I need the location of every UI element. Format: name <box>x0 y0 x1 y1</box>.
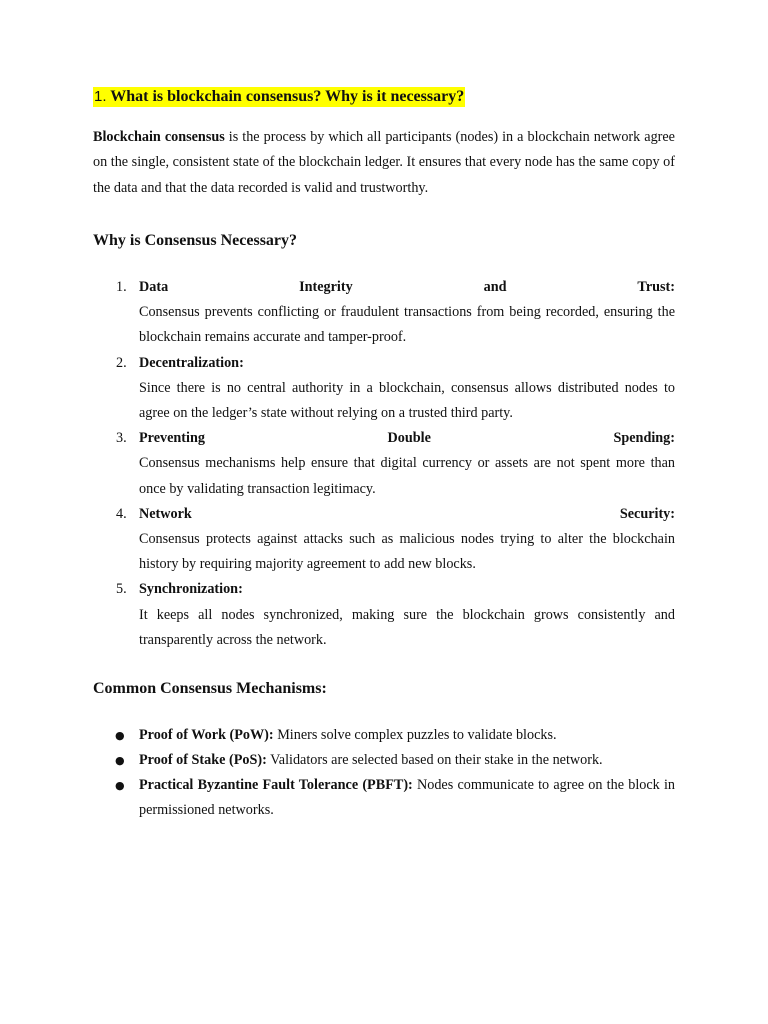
title-word: Data <box>139 278 169 295</box>
title-word: Spending: <box>613 430 675 447</box>
mechanism-text: Nodes communicate to agree on the block in permissioned networks. <box>139 776 676 818</box>
bullet-icon: ● <box>115 778 125 792</box>
title-word: Security: <box>619 505 675 522</box>
reasons-list <box>93 275 675 653</box>
list-marker: 3. <box>116 430 127 447</box>
list-marker: 1. <box>116 278 127 295</box>
list-marker: 2. <box>116 354 127 371</box>
list-item-title <box>139 502 675 527</box>
heading-number: 1. <box>94 88 107 105</box>
title-word: Double <box>387 430 431 447</box>
mechanisms-section-title: Common Consensus Mechanisms: <box>93 679 327 697</box>
list-marker: 4. <box>116 505 127 522</box>
mechanism-text: Miners solve complex puzzles to validate blocks. <box>273 726 557 743</box>
title-word: Integrity <box>299 278 353 295</box>
list-item <box>93 773 675 823</box>
why-section-title: Why is Consensus Necessary? <box>93 231 298 249</box>
list-item-title <box>139 275 675 300</box>
list-item <box>93 577 675 653</box>
mechanism-text: Validators are selected based on their stake in the network. <box>266 751 603 768</box>
title-word: and <box>483 278 507 295</box>
list-item-title: Decentralization: <box>139 354 244 371</box>
list-item-description: Since there is no central authority in a blockchain, consensus allows distributed nodes to agree on the ledger’s state without relying on a trusted third party. <box>139 379 675 421</box>
mechanism-term: Practical Byzantine Fault Tolerance (PBFT): <box>139 776 413 793</box>
intro-paragraph <box>93 125 675 201</box>
intro-term: Blockchain consensus <box>93 129 225 145</box>
list-item-description: It keeps all nodes synchronized, making sure the blockchain grows consistently and transparently across the network. <box>139 606 675 648</box>
document-page <box>93 86 675 823</box>
bullet-icon: ● <box>115 753 125 767</box>
list-item-description: Consensus mechanisms help ensure that digital currency or assets are not spent more than once by validating transaction legitimacy. <box>139 455 675 497</box>
list-item-title: Synchronization: <box>139 581 243 598</box>
intro-text: is the process by which all participants (nodes) in a blockchain network agree on the single, consistent state of the blockchain ledger. It ensures that every node has the same copy of the data and that the data recorded is valid and trustworthy. <box>93 129 675 196</box>
list-item-description: Consensus protects against attacks such as malicious nodes trying to alter the blockchain history by requiring majority agreement to add new blocks. <box>139 530 675 573</box>
title-word: Preventing <box>139 430 205 447</box>
mechanisms-list <box>93 723 675 823</box>
title-word: Network <box>139 505 192 522</box>
list-item <box>93 723 675 748</box>
title-word: Trust: <box>637 278 675 295</box>
list-item <box>93 426 675 502</box>
page-title <box>93 86 675 108</box>
list-item <box>93 275 675 351</box>
list-item <box>93 748 675 773</box>
bullet-icon: ● <box>115 728 125 742</box>
highlighted-title <box>93 87 465 107</box>
list-item <box>93 351 675 427</box>
list-item <box>93 502 675 578</box>
heading-text: What is blockchain consensus? Why is it necessary? <box>110 88 465 105</box>
list-marker: 5. <box>116 581 127 598</box>
list-item-title <box>139 426 675 451</box>
list-item-description: Consensus prevents conflicting or fraudulent transactions from being recorded, ensuring the blockchain remains accurate and tamper-proof. <box>139 304 675 346</box>
mechanism-term: Proof of Stake (PoS): <box>139 751 267 768</box>
mechanism-term: Proof of Work (PoW): <box>139 726 274 743</box>
